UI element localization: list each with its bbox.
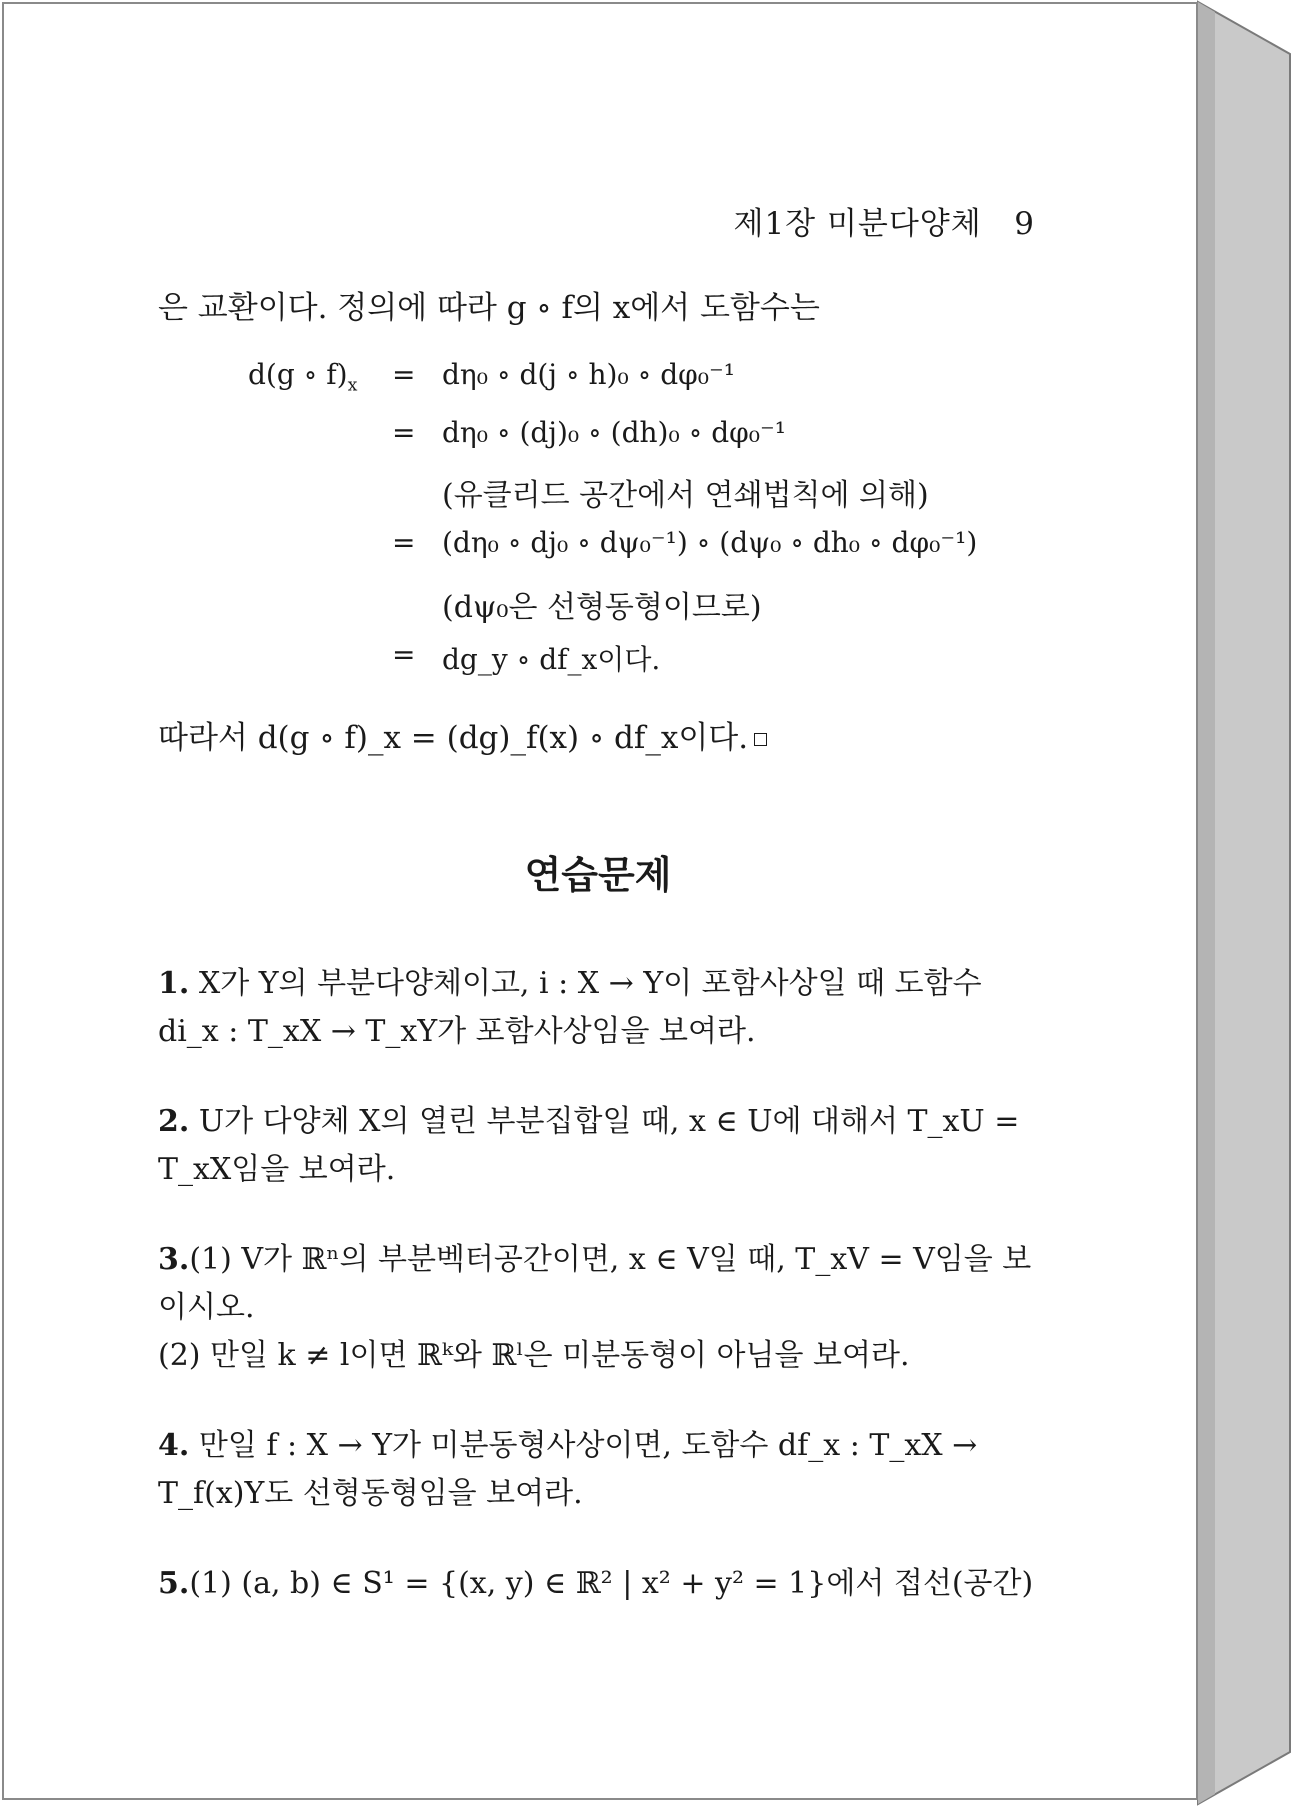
exercise-1 bbox=[158, 960, 1042, 1056]
exercise-5 bbox=[158, 1560, 1042, 1608]
exercise-number: 2. bbox=[158, 1104, 190, 1139]
derivation-line-1: dη₀ ∘ d(j ∘ h)₀ ∘ dφ₀⁻¹ bbox=[442, 358, 735, 391]
exercise-3 bbox=[158, 1236, 1042, 1380]
lhs-text: d(g ∘ f) bbox=[248, 358, 348, 391]
derivation-note-2: (dψ₀은 선형동형이므로) bbox=[442, 590, 762, 625]
conclusion-text: 따라서 d(g ∘ f)_x = (dg)_f(x) ∘ df_x이다. bbox=[158, 720, 749, 756]
chapter-title: 제1장 미분다양체 bbox=[733, 206, 982, 242]
lhs-subscript: x bbox=[347, 375, 358, 396]
exercise-2 bbox=[158, 1098, 1042, 1194]
section-title: 연습문제 bbox=[524, 852, 672, 897]
exercise-text: U가 다양체 X의 열린 부분집합일 때, x ∈ U에 대해서 T_xU = T_xX임을 보여라. bbox=[158, 1104, 1020, 1187]
page-number: 9 bbox=[1014, 206, 1035, 242]
exercise-4 bbox=[158, 1422, 1042, 1518]
derivation-note-1: (유클리드 공간에서 연쇄법칙에 의해) bbox=[442, 478, 929, 513]
exercise-number: 4. bbox=[158, 1428, 190, 1463]
qed-box-icon bbox=[754, 733, 767, 746]
exercise-number: 3. bbox=[158, 1242, 190, 1277]
eq-sign-1: = bbox=[392, 358, 416, 391]
eq-sign-3: = bbox=[392, 526, 416, 559]
exercise-part-1: (1) V가 ℝⁿ의 부분벡터공간이면, x ∈ V일 때, T_xV = V임을 보이시오. bbox=[158, 1242, 1032, 1325]
running-header bbox=[734, 198, 1036, 243]
derivation-line-2: dη₀ ∘ (dj)₀ ∘ (dh)₀ ∘ dφ₀⁻¹ bbox=[442, 416, 786, 449]
derivation-lhs bbox=[248, 358, 357, 396]
eq-sign-4: = bbox=[392, 638, 416, 671]
exercise-part-2: (2) 만일 k ≠ l이면 ℝᵏ와 ℝˡ은 미분동형이 아님을 보여라. bbox=[158, 1338, 910, 1373]
exercise-text: 만일 f : X → Y가 미분동형사상이면, 도함수 df_x : T_xX → T_f(x)Y도 선형동형임을 보여라. bbox=[158, 1428, 978, 1511]
exercise-number: 5. bbox=[158, 1566, 190, 1601]
exercise-number: 1. bbox=[158, 966, 190, 1001]
exercise-text: (1) (a, b) ∈ S¹ = {(x, y) ∈ ℝ² | x² + y² = 1}에서 접선(공간) bbox=[189, 1566, 1034, 1601]
intro-line: 은 교환이다. 정의에 따라 g ∘ f의 x에서 도함수는 bbox=[158, 290, 820, 326]
derivation-line-4: dg_y ∘ df_x이다. bbox=[442, 643, 661, 676]
exercise-text: X가 Y의 부분다양체이고, i : X → Y이 포함사상일 때 도함수 di_x : T_xX → T_xY가 포함사상임을 보여라. bbox=[158, 966, 982, 1049]
page bbox=[2, 2, 1198, 1800]
conclusion-line bbox=[158, 712, 767, 757]
eq-sign-2: = bbox=[392, 416, 416, 449]
derivation-line-3: (dη₀ ∘ dj₀ ∘ dψ₀⁻¹) ∘ (dψ₀ ∘ dh₀ ∘ dφ₀⁻¹) bbox=[442, 526, 978, 559]
